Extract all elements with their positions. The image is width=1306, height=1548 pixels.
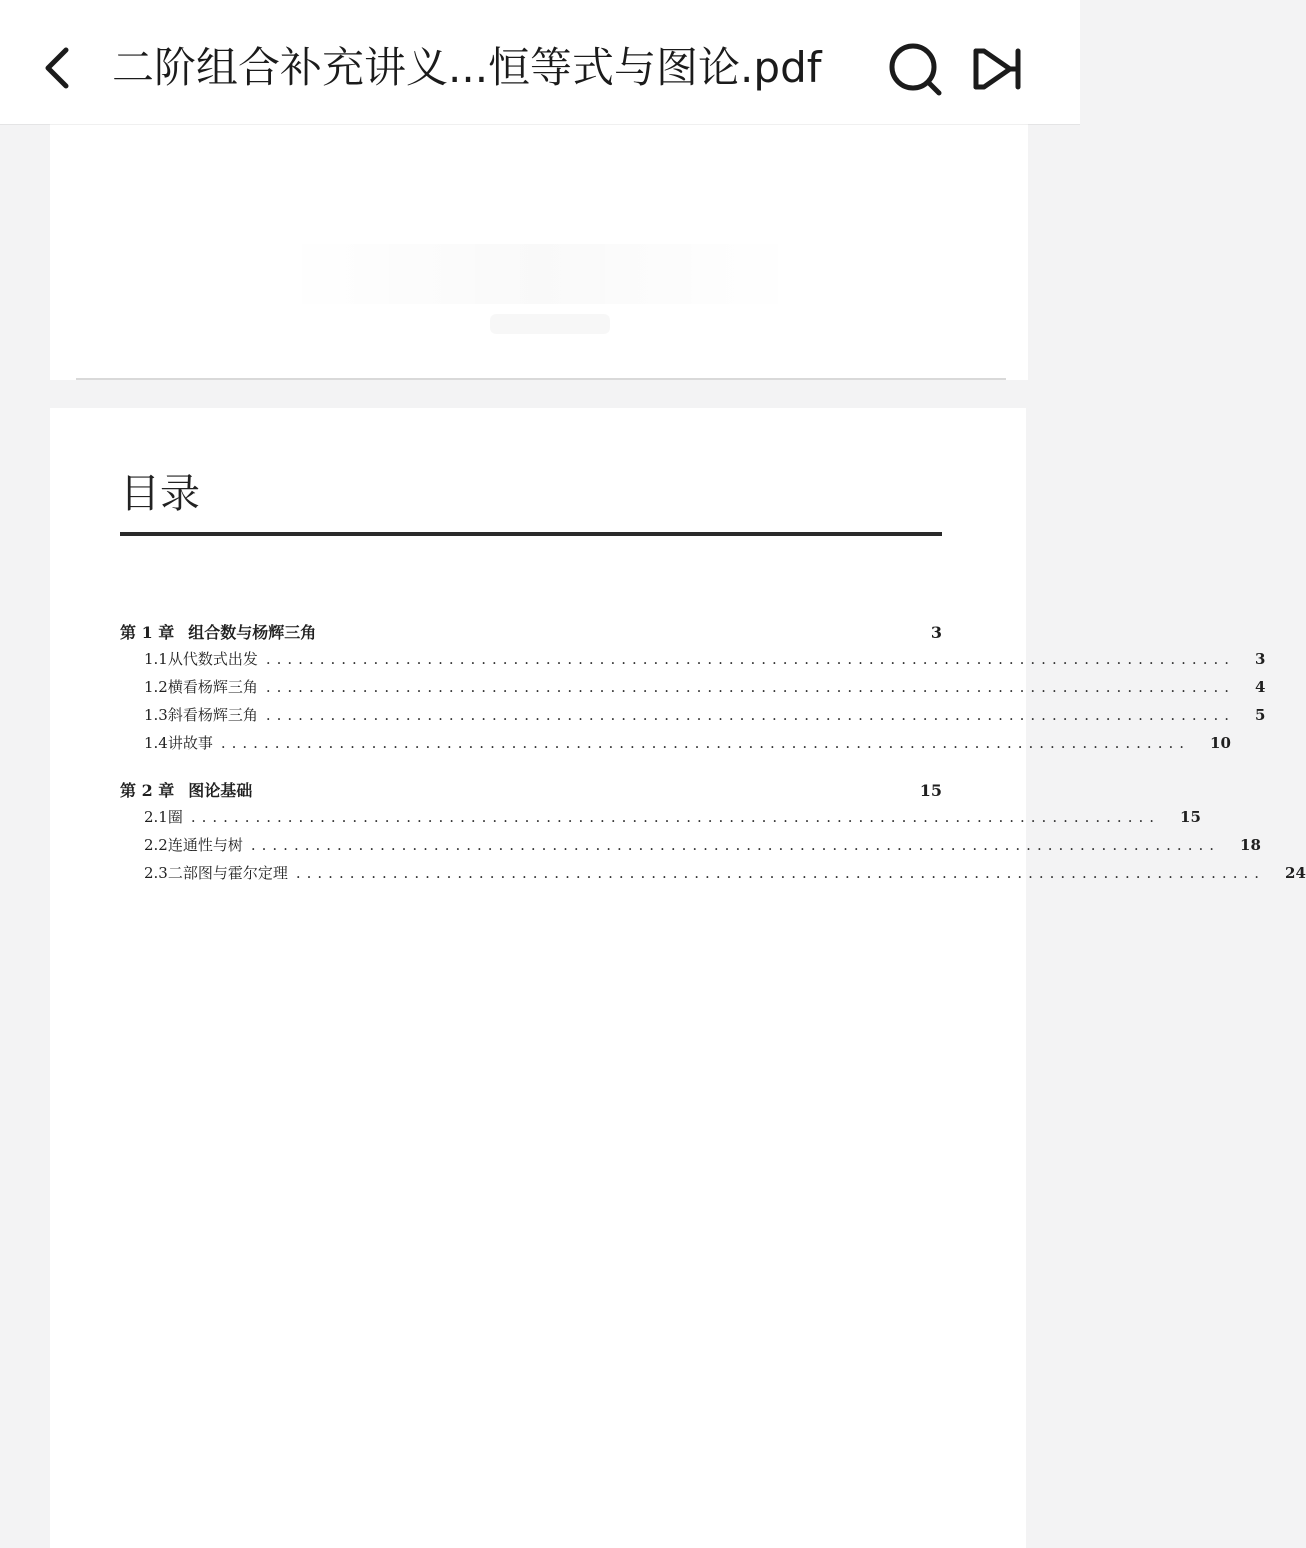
leader-dots: ..........................................................................................	[190, 808, 1161, 826]
chapter-title: 组合数与杨辉三角	[188, 623, 317, 642]
toc-section[interactable]	[120, 862, 1306, 890]
page-divider	[76, 378, 1006, 380]
leader-dots: ..........................................................................................	[295, 864, 1266, 882]
heading-rule	[120, 532, 942, 536]
section-title: 二部图与霍尔定理	[167, 864, 288, 882]
section-number: 2.2	[144, 836, 168, 854]
section-number: 1.1	[144, 650, 168, 668]
page-number: 5	[1255, 706, 1266, 724]
leader-dots: ..........................................................................................	[250, 836, 1221, 854]
section-number: 1.2	[144, 678, 168, 696]
section-number: 1.4	[144, 734, 168, 752]
back-button[interactable]	[30, 38, 86, 98]
section-number: 1.3	[144, 706, 168, 724]
section-title: 圈	[167, 808, 183, 826]
page-number: 24	[1285, 864, 1306, 882]
table-of-contents	[120, 620, 1306, 890]
chapter-label: 第 1 章	[120, 623, 175, 642]
section-title: 横看杨辉三角	[167, 678, 258, 696]
toc-section[interactable]	[120, 806, 1201, 834]
toc-section[interactable]	[120, 834, 1261, 862]
toc-section[interactable]	[120, 648, 1266, 676]
section-title: 从代数式出发	[167, 650, 258, 668]
section-number: 2.1	[144, 808, 168, 826]
pdf-viewer[interactable]	[0, 124, 1306, 1536]
top-bar	[0, 0, 1080, 124]
page-number: 10	[1210, 734, 1231, 752]
current-page	[50, 408, 1306, 1548]
toc-section[interactable]	[120, 676, 1266, 704]
menu-button[interactable]	[964, 36, 1030, 102]
page-number: 3	[1255, 650, 1266, 668]
chevron-left-icon	[42, 44, 74, 92]
section-title: 讲故事	[167, 734, 213, 752]
page-number: 4	[1255, 678, 1266, 696]
previous-page	[50, 124, 1028, 380]
toc-section[interactable]	[120, 704, 1266, 732]
page-number: 3	[930, 623, 942, 642]
leader-dots: ..........................................................................................	[265, 650, 1236, 668]
leader-dots: ..........................................................................................	[220, 734, 1191, 752]
page-number: 15	[919, 781, 942, 800]
toc-chapter[interactable]	[120, 620, 942, 648]
faint-text	[490, 314, 610, 334]
toc-section[interactable]	[120, 732, 1231, 760]
leader-dots: ..........................................................................................	[265, 678, 1236, 696]
section-title: 斜看杨辉三角	[167, 706, 258, 724]
faint-text	[280, 244, 800, 304]
page-number: 18	[1240, 836, 1261, 854]
toc-chapter[interactable]	[120, 778, 942, 806]
menu-icon	[970, 41, 1024, 97]
document-title: 二阶组合补充讲义...恒等式与图论.pdf	[112, 43, 822, 92]
search-icon	[885, 39, 945, 99]
section-title: 连通性与树	[167, 836, 243, 854]
chapter-title: 图论基础	[188, 781, 253, 800]
section-number: 2.3	[144, 864, 168, 882]
toc-heading: 目录	[120, 471, 200, 517]
page-number: 15	[1180, 808, 1201, 826]
chapter-label: 第 2 章	[120, 781, 175, 800]
leader-dots: ..........................................................................................	[265, 706, 1236, 724]
search-button[interactable]	[882, 36, 948, 102]
